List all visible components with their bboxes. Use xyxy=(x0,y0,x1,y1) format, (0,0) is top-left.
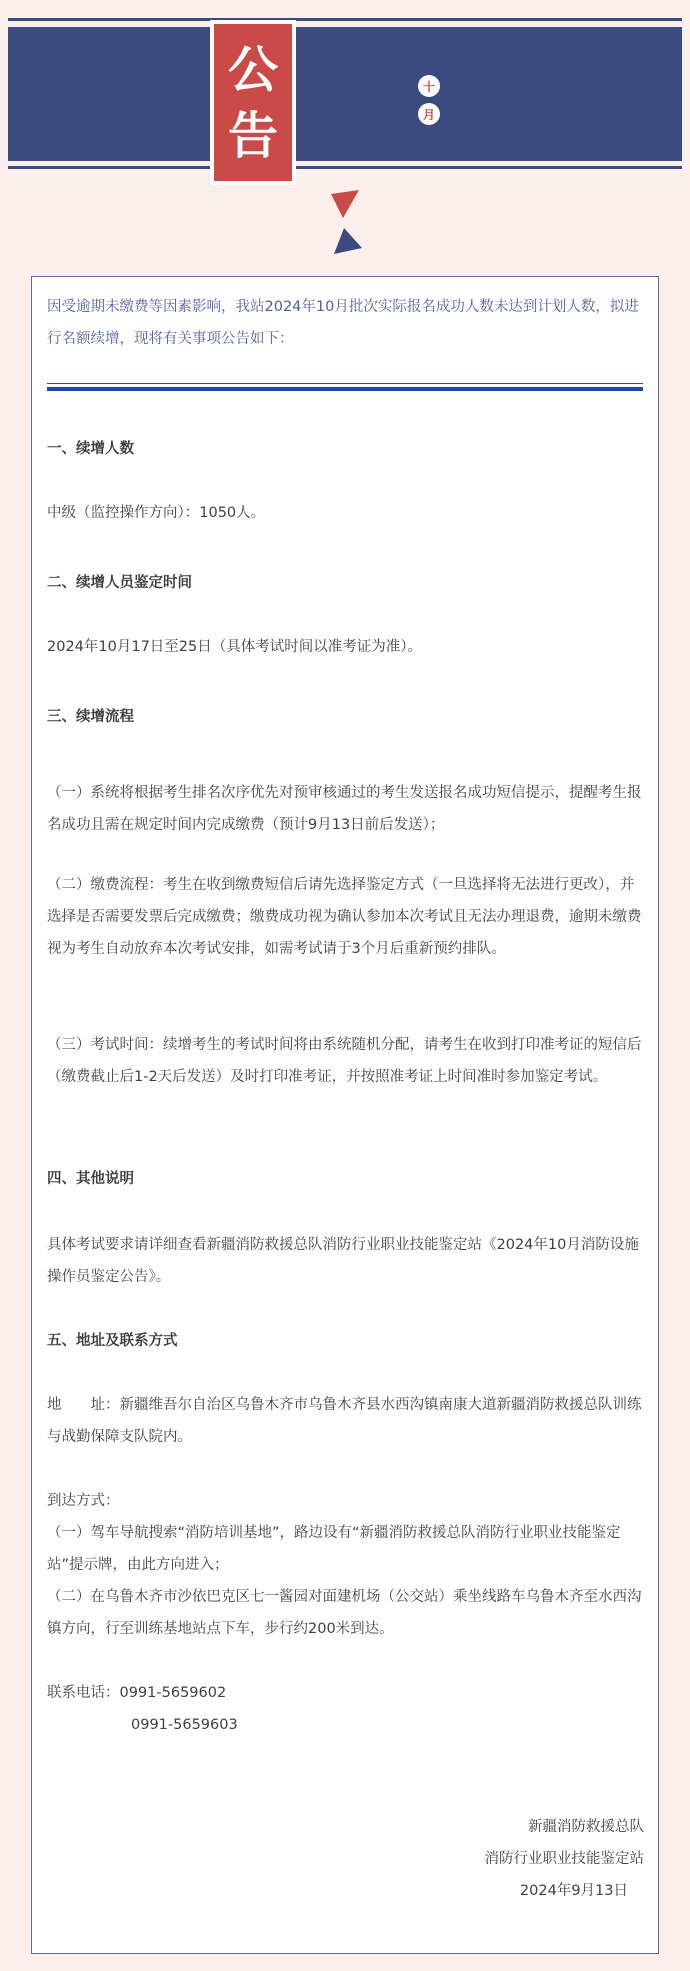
arrival-title: 到达方式： xyxy=(47,1493,120,1509)
address-text: 地 址：新疆维吾尔自治区乌鲁木齐市乌鲁木齐县水西沟镇南康大道新疆消防救援总队训练与战勤保障支队院内。 xyxy=(47,1397,642,1445)
announcement-seal xyxy=(210,20,296,185)
section-4-text: 具体考试要求请详细查看新疆消防救援总队消防行业职业技能鉴定站《2024年10月消防设施操作员鉴定公告》。 xyxy=(47,1237,639,1285)
contact-phone-row-2 xyxy=(47,1709,643,1741)
month-char-top: 十 xyxy=(418,75,440,97)
section-5-title: 五、地址及联系方式 xyxy=(47,1333,178,1349)
arrival-option-1: （一）驾车导航搜索“消防培训基地”，路边设有“新疆消防救援总队消防行业职业技能鉴定站”提示牌，由此方向进入； xyxy=(47,1525,621,1573)
arrival-option-2: （二）在乌鲁木齐市沙依巴克区七一酱园对面建机场（公交站）乘坐线路车乌鲁木齐至水西沟镇方向，行至训练基地站点下车，步行约200米到达。 xyxy=(47,1589,642,1637)
section-3-para-1: （一）系统将根据考生排名次序优先对预审核通过的考生发送报名成功短信提示，提醒考生报名成功且需在规定时间内完成缴费（预计9月13日前后发送）； xyxy=(47,785,642,833)
section-2-text: 2024年10月17日至25日（具体考试时间以准考证为准）。 xyxy=(47,639,423,655)
announcement-banner xyxy=(0,0,690,230)
navy-triangle-icon xyxy=(332,226,366,258)
signature-date: 2024年9月13日 xyxy=(519,1883,628,1899)
announcement-body xyxy=(31,276,659,1954)
red-triangle-icon xyxy=(328,188,362,220)
phone-label: 联系电话： xyxy=(47,1685,120,1701)
seal-char-1: 公 xyxy=(228,40,278,99)
phone-number-1: 0991-5659602 xyxy=(119,1685,227,1701)
section-3-para-3: （三）考试时间：续增考生的考试时间将由系统随机分配，请考生在收到打印准考证的短信后（缴费截止后1-2天后发送）及时打印准考证，并按照准考证上时间准时参加鉴定考试。 xyxy=(47,1037,642,1085)
banner-bottom-line xyxy=(8,166,682,169)
month-char-bottom: 月 xyxy=(418,103,440,125)
intro-paragraph: 因受逾期未缴费等因素影响，我站2024年10月批次实际报名成功人数未达到计划人数，拟进行名额续增，现将有关事项公告如下： xyxy=(47,299,639,347)
section-1-title: 一、续增人数 xyxy=(47,441,134,457)
section-4-title: 四、其他说明 xyxy=(47,1171,134,1187)
seal-char-2: 告 xyxy=(228,106,278,165)
contact-phone-row-1 xyxy=(47,1677,643,1709)
section-2-title: 二、续增人员鉴定时间 xyxy=(47,575,192,591)
section-1-text: 中级（监控操作方向）：1050人。 xyxy=(47,505,266,521)
signature-org-2: 消防行业职业技能鉴定站 xyxy=(484,1851,644,1867)
section-3-para-2: （二）缴费流程：考生在收到缴费短信后请先选择鉴定方式（一旦选择将无法进行更改），并选择是否需要发票后完成缴费；缴费成功视为确认参加本次考试且无法办理退费，逾期未缴费视为考生自动放弃本次考试安排，如需考试请于3个月后重新预约排队。 xyxy=(47,877,642,957)
banner-top-line xyxy=(8,18,682,21)
banner-band xyxy=(8,27,682,161)
signature-org-1: 新疆消防救援总队 xyxy=(528,1819,644,1835)
phone-number-2: 0991-5659603 xyxy=(131,1717,238,1733)
section-3-title: 三、续增流程 xyxy=(47,709,134,725)
intro-divider xyxy=(47,383,643,393)
